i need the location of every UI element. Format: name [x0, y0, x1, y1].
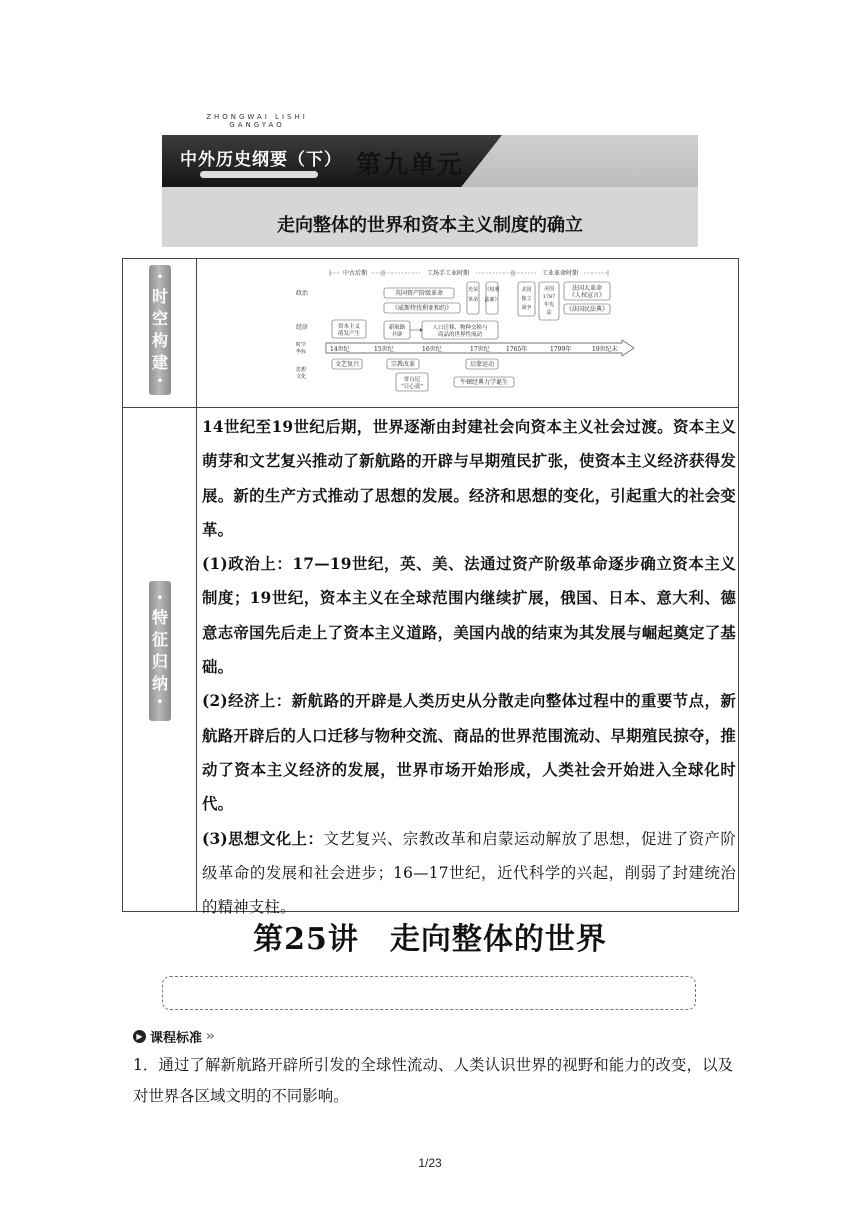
tab-char: 征	[151, 630, 168, 649]
row-label: 坐标	[296, 349, 307, 355]
timeline-diagram	[292, 265, 642, 397]
unit-banner	[162, 113, 698, 247]
row-label: 时空	[296, 342, 307, 348]
event-glorious-revolution: 革命	[467, 297, 479, 303]
dashed-placeholder-box	[162, 976, 696, 1010]
overview-table	[122, 258, 739, 917]
unit-title: 第九单元	[356, 150, 465, 179]
event-westphalia: 《威斯特伐利亚和约》	[391, 305, 453, 312]
section-heading	[133, 1027, 213, 1046]
tab-features: • 特 征 归 纳 •	[149, 581, 171, 721]
event-migration: 人口迁移、物种交换与	[432, 325, 488, 331]
event-glorious-revolution: 光荣	[467, 287, 479, 293]
lecture-title: 第25讲 走向整体的世界	[253, 922, 607, 957]
row-label: 思想	[296, 367, 307, 373]
standard-item: 1．通过了解新航路开辟所引发的全球性流动、人类认识世界的视野和能力的改变，以及对世界各区域文明的不同影响。	[133, 1056, 733, 1105]
event-us-independence: 战争	[521, 305, 532, 311]
event-bill-of-rights: 《权利	[484, 287, 500, 293]
event-enlightenment: 启蒙运动	[469, 361, 495, 368]
tab-char: 特	[151, 608, 168, 627]
play-icon: ▶	[133, 1030, 146, 1043]
event-us-constitution: 法	[546, 310, 552, 316]
page-number: 1/23	[418, 1156, 442, 1170]
banner-arc-text: ZHONGWAI LISHI GANGYAO	[206, 113, 308, 129]
event-civil-code: 《法国民法典》	[565, 306, 609, 313]
period-label: 工业革命时期	[541, 270, 579, 277]
summary-culture: (3)思想文化上：文艺复兴、宗教改革和启蒙运动解放了思想，促进了资产阶级革命的发展和社会进步；16—17世纪，近代科学的兴起，削弱了封建统治的精神支柱。	[202, 829, 736, 917]
event-reformation: 宗教改革	[390, 361, 416, 368]
series-title: 中外历史纲要（下）	[180, 150, 342, 170]
axis-tick: 1799年	[550, 346, 572, 353]
event-sprouts: 萌发产生	[337, 331, 361, 337]
event-england-revolution: 英国资产阶级革命	[394, 290, 444, 297]
row-label: 经济	[296, 324, 309, 331]
summary-economy: (2)经济上：新航路的开辟是人类历史从分散走向整体过程中的重要节点，新航路开辟后的人口迁移与物种交流、商品的世界范围流动、早期殖民掠夺，推动了资本主义经济的发展，世界市场开始形成，人类社会开始进入全球化时代。	[202, 692, 736, 814]
tab-char: 构	[151, 331, 168, 350]
row-label: 政治	[296, 290, 309, 297]
tab-char: 时	[151, 287, 168, 306]
event-declaration: 《人权宣言》	[568, 292, 606, 299]
period-label: 工场手工业时期	[426, 270, 470, 277]
period-label: 中古后期	[342, 270, 368, 277]
table-column-divider	[196, 259, 197, 911]
series-underline	[200, 171, 318, 178]
event-us-constitution: 年宪	[543, 302, 555, 308]
event-new-routes: 开辟	[391, 332, 403, 338]
unit-subtitle: 走向整体的世界和资本主义制度的确立	[277, 215, 583, 236]
event-heliocentric: “日心说”	[400, 384, 424, 390]
tab-char: 建	[151, 353, 168, 372]
summary-politics: (1)政治上：17—19世纪，英、美、法通过资产阶级革命逐步确立资本主义制度；19世纪，资本主义在全球范围内继续扩展，俄国、日本、意大利、德意志帝国先后走上了资本主义道路，美国内战的结束为其发展与崛起奠定了基础。	[202, 555, 736, 677]
course-standard	[133, 1050, 733, 1112]
double-chevron-icon: ››	[206, 1029, 213, 1044]
summary-intro: 14世纪至19世纪后期，世界逐渐由封建社会向资本主义社会过渡。资本主义萌芽和文艺复兴推动了新航路的开辟与早期殖民扩张，使资本主义经济获得发展。新的生产方式推动了思想的发展。经济和思想的变化，引起重大的社会变革。	[202, 418, 736, 539]
event-us-independence: 独立	[521, 296, 532, 302]
axis-tick: 14世纪	[330, 346, 350, 353]
tab-char: 纳	[151, 674, 168, 693]
features-summary	[202, 410, 736, 924]
axis-tick: 19世纪末	[592, 346, 618, 353]
event-us-constitution: 美国	[543, 286, 555, 292]
event-bill-of-rights: 法案》	[484, 297, 500, 303]
event-sprouts: 资本主义	[337, 324, 361, 330]
event-newton: 牛顿经典力学诞生	[459, 379, 509, 386]
event-migration: 商品的世界性流动	[437, 332, 483, 338]
event-us-independence: 美国	[521, 287, 532, 293]
tab-char: 空	[151, 309, 168, 328]
tab-char: 归	[151, 652, 168, 671]
section-label: 课程标准	[150, 1031, 203, 1046]
tab-time-space: • 时 空 构 建 •	[149, 265, 171, 395]
event-us-constitution: 1787	[542, 294, 556, 300]
axis-tick: 16世纪	[422, 346, 442, 353]
row-label: 文化	[296, 374, 307, 380]
event-heliocentric: 哥白尼	[403, 377, 421, 383]
axis-tick: 15世纪	[374, 346, 394, 353]
event-french-revolution: 法国大革命	[571, 285, 603, 292]
axis-tick: 17世纪	[470, 346, 490, 353]
event-renaissance: 文艺复兴	[334, 361, 360, 368]
table-row-divider	[123, 407, 738, 408]
axis-tick: 1765年	[506, 346, 528, 353]
event-new-routes: 新航路	[388, 325, 406, 331]
